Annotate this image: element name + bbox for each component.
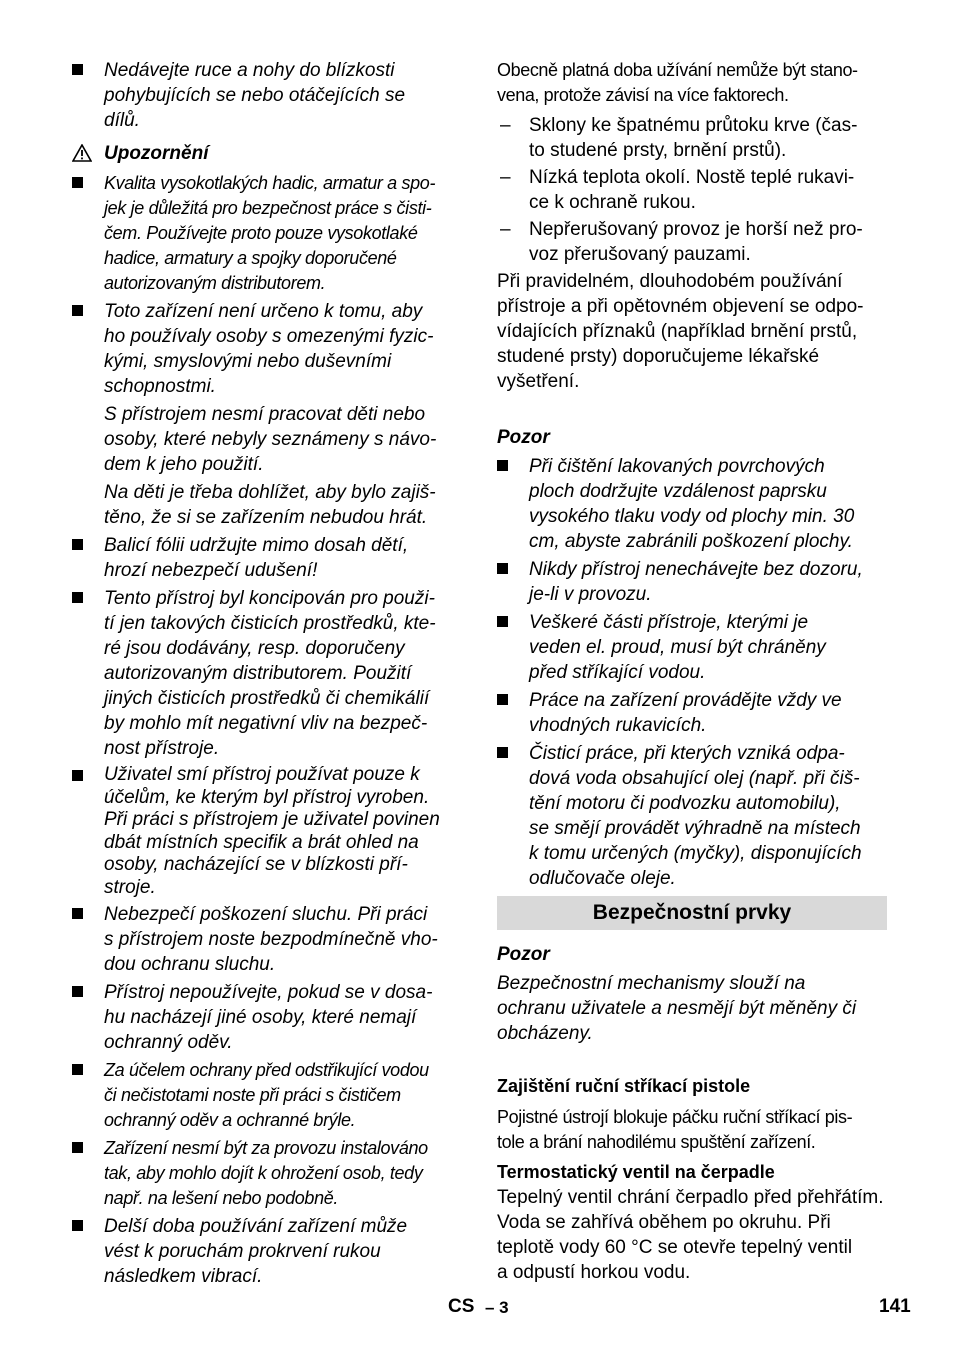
text-line: Za účelem ochrany před odstřikující vodou [104,1060,429,1080]
text-line: účelům, ke kterým byl přístroj vyroben. [104,786,430,808]
text-line: hrozí nebezpečí udušení! [104,560,318,581]
text-line: ce k ochraně rukou. [529,192,696,213]
square-bullet-icon [72,539,83,550]
text-line: jiných čisticích prostředků či chemikálií [104,688,430,709]
text-line: Při práci s přístrojem je uživatel povinen [104,809,440,830]
text-line: hadice, armatury a spojky doporučené [104,248,397,268]
list-item [72,1058,462,1133]
text-block [104,902,462,977]
text-line: Čisticí práce, při kterých vzniká odpa- [529,743,845,764]
warning-triangle-icon [72,144,92,162]
text-line: Balicí fólii udržujte mimo dosah dětí, [104,535,409,556]
text-line: se smějí provádět výhradně na místech [529,818,861,839]
square-bullet-icon [497,694,508,705]
square-bullet-icon [72,177,83,188]
text-line: Obecně platná doba užívání nemůže být stano- [497,60,858,80]
text-line: je-li v provozu. [529,584,652,605]
text-line: osoby, nacházející se v blízkosti pří- [104,854,408,875]
text-line: vhodných rukavicích. [529,715,707,736]
footer-local-page: – 3 [485,1298,509,1317]
list-item [497,688,887,738]
footer-language: CS [448,1296,475,1317]
text-line: těno, že si se zařízením nebudou hrát. [104,507,428,528]
text-block [104,1058,462,1133]
square-bullet-icon [497,747,508,758]
list-item-continuation [104,402,462,477]
square-bullet-icon [72,305,83,316]
list-item [72,1214,462,1289]
text-line: veden el. proud, musí být chráněny [529,637,826,658]
text-line: ochranný oděv. [104,1032,233,1053]
text-line: autorizovaným distributorem. Použití [104,663,412,684]
text-block [529,557,887,607]
list-item [497,610,887,685]
text-line: vysokého tlaku vody od plochy min. 30 [529,506,855,527]
caution-heading: Pozor [497,427,550,448]
text-line: jek je důležitá pro bezpečnost práce s čisti- [104,198,432,218]
text-line: vyšetření. [497,371,580,392]
text-line: Kvalita vysokotlakých hadic, armatur a spo- [104,173,436,193]
list-item [497,557,887,607]
text-line: Veškeré části přístroje, kterými je [529,612,809,633]
text-line: Při čištění lakovaných povrchových [529,456,825,477]
text-line: dou ochranu sluchu. [104,954,276,975]
list-item [72,58,462,133]
list-item [72,1136,462,1211]
text-line: ho používaly osoby s omezenými fyzic- [104,326,434,347]
square-bullet-icon [72,1220,83,1231]
text-line: Přístroj nepoužívejte, pokud se v dosa- [104,982,433,1003]
text-line: to studené prsty, brnění prstů). [529,140,787,161]
list-item [72,171,462,296]
dash-item: – Nízká teplota okolí. Nostě teplé rukavi- ce k ochraně rukou. [497,165,887,215]
list-item [72,902,462,977]
text-line: ploch dodržujte vzdálenost paprsku [529,481,827,502]
square-bullet-icon [72,986,83,997]
text-block [104,58,462,133]
list-item [72,764,462,899]
text-line: tění motoru či podvozku automobilu), [529,793,841,814]
text-block [104,980,462,1055]
left-column [72,58,462,1292]
text-block [104,533,462,583]
text-line: Bezpečnostní mechanismy slouží na [497,973,806,994]
text-block [529,688,887,738]
text-block [104,586,462,761]
text-line: Uživatel smí přístroj používat pouze k [104,764,420,785]
paragraph [497,1105,887,1155]
text-block [529,113,887,163]
text-line: stroje. [104,876,156,898]
text-line: vést k poruchám prokrvení rukou [104,1241,381,1262]
right-column [497,58,887,1290]
text-line: Na děti je třeba dohlížet, aby bylo zajiš- [104,482,436,503]
text-line: teplotě vody 60 °C se otevře tepelný ventil [497,1237,853,1258]
dash-item: – Nepřerušovaný provoz je horší než pro- voz přerušovaný pauzami. [497,217,887,267]
text-line: dem k jeho použití. [104,454,264,475]
text-block [104,171,462,296]
square-bullet-icon [72,592,83,603]
text-line: kými, smyslovými nebo duševními [104,351,392,372]
subsection-heading: Zajištění ruční stříkací pistole [497,1076,751,1096]
text-line: nost přístroje. [104,738,220,759]
text-line: Při pravidelném, dlouhodobém používání [497,271,843,292]
paragraph [497,58,887,108]
text-line: Práce na zařízení provádějte vždy ve [529,690,842,711]
text-block [529,217,887,267]
list-item [72,533,462,583]
list-item [72,299,462,530]
text-line: dbát místních specifik a brát ohled na [104,831,419,853]
text-line: obcházeny. [497,1023,593,1044]
square-bullet-icon [72,64,83,75]
text-line: k tomu určených (myčky), disponujících [529,843,862,864]
text-line: Zařízení nesmí být za provozu instalováno [104,1138,428,1158]
section-title: Bezpečnostní prvky [497,896,887,930]
text-line: Nízká teplota okolí. Nostě teplé rukavi- [529,167,855,188]
square-bullet-icon [72,1142,83,1153]
text-line: Nebezpečí poškození sluchu. Při práci [104,904,428,925]
square-bullet-icon [497,460,508,471]
text-block [529,741,887,891]
paragraph [497,269,887,394]
text-line: Nepřerušovaný provoz je horší než pro- [529,219,863,240]
list-item [72,980,462,1055]
text-line: Toto zařízení není určeno k tomu, aby [104,301,423,322]
text-line: Sklony ke špatnému průtoku krve (čas- [529,115,858,136]
square-bullet-icon [497,616,508,627]
list-item [497,454,887,554]
text-block [104,1136,462,1211]
list-item-continuation [104,480,462,530]
text-line: by mohlo mít negativní vliv na bezpeč- [104,713,428,734]
text-line: schopnostmi. [104,376,216,397]
square-bullet-icon [72,770,83,781]
subsection-heading: Termostatický ventil na čerpadle [497,1162,775,1182]
text-line: cm, abyste zabránili poškození plochy. [529,531,853,552]
text-line: Nedávejte ruce a nohy do blízkosti [104,60,395,81]
text-line: vídajících příznaků (například brnění prstů, [497,321,858,342]
text-line: Nikdy přístroj nenechávejte bez dozoru, [529,559,863,580]
text-line: hu nacházejí jiné osoby, které nemají [104,1007,417,1028]
list-item [497,741,887,891]
text-block [529,165,887,215]
text-line: Pojistné ústrojí blokuje páčku ruční stříkací pis- [497,1107,853,1127]
text-block [104,299,462,399]
warning-heading: Upozornění [72,141,462,166]
text-line: dová voda obsahující olej (např. při čiš- [529,768,860,789]
text-line: či nečistotami noste při práci s čističem [104,1085,401,1105]
text-line: S přístrojem nesmí pracovat děti nebo [104,404,426,425]
text-line: tak, aby mohlo dojít k ohrožení osob, tedy [104,1163,423,1183]
text-line: dílů. [104,110,140,131]
text-line: a odpustí horkou vodu. [497,1262,691,1283]
text-line: např. na lešení nebo podobně. [104,1188,339,1208]
text-line: ré jsou dodávány, resp. doporučeny [104,638,405,659]
text-line: Delší doba používání zařízení může [104,1216,408,1237]
page-number: 141 [879,1296,911,1317]
square-bullet-icon [72,1064,83,1075]
text-line: Voda se zahřívá oběhem po okruhu. Při [497,1212,831,1233]
text-line: tole a brání nahodilému spuštění zařízení. [497,1132,816,1152]
text-line: odlučovače oleje. [529,868,676,889]
paragraph [497,971,887,1046]
text-line: před stříkající vodou. [529,662,706,683]
text-line: autorizovaným distributorem. [104,273,326,293]
text-line: přístroje a při opětovném objevení se odpo- [497,296,864,317]
text-block [104,1214,462,1289]
caution-heading: Pozor [497,944,550,965]
text-line: následkem vibrací. [104,1266,263,1287]
text-line: tí jen takových čisticích prostředků, kte- [104,613,436,634]
text-line: vena, protože závisí na více faktorech. [497,85,789,105]
text-line: osoby, které nebyly seznámeny s návo- [104,429,437,450]
paragraph [497,1185,887,1285]
text-line: Tento přístroj byl koncipován pro použi- [104,588,435,609]
text-line: s přístrojem noste bezpodmínečně vho- [104,929,438,950]
text-line: voz přerušovaný pauzami. [529,244,751,265]
dash-item: – Sklony ke špatnému průtoku krve (čas- to studené prsty, brnění prstů). [497,113,887,163]
text-block [104,764,462,899]
text-line: čem. Používejte proto pouze vysokotlaké [104,223,418,243]
text-line: Tepelný ventil chrání čerpadlo před přehřátím. [497,1187,884,1208]
text-block [529,610,887,685]
list-item [72,586,462,761]
text-line: pohybujících se nebo otáčejících se [104,85,406,106]
text-block [529,454,887,554]
text-line: ochranný oděv a ochranné brýle. [104,1110,356,1130]
text-line: studené prsty) doporučujeme lékařské [497,346,820,367]
square-bullet-icon [497,563,508,574]
text-line: ochranu uživatele a nesmějí být měněny či [497,998,857,1019]
square-bullet-icon [72,908,83,919]
